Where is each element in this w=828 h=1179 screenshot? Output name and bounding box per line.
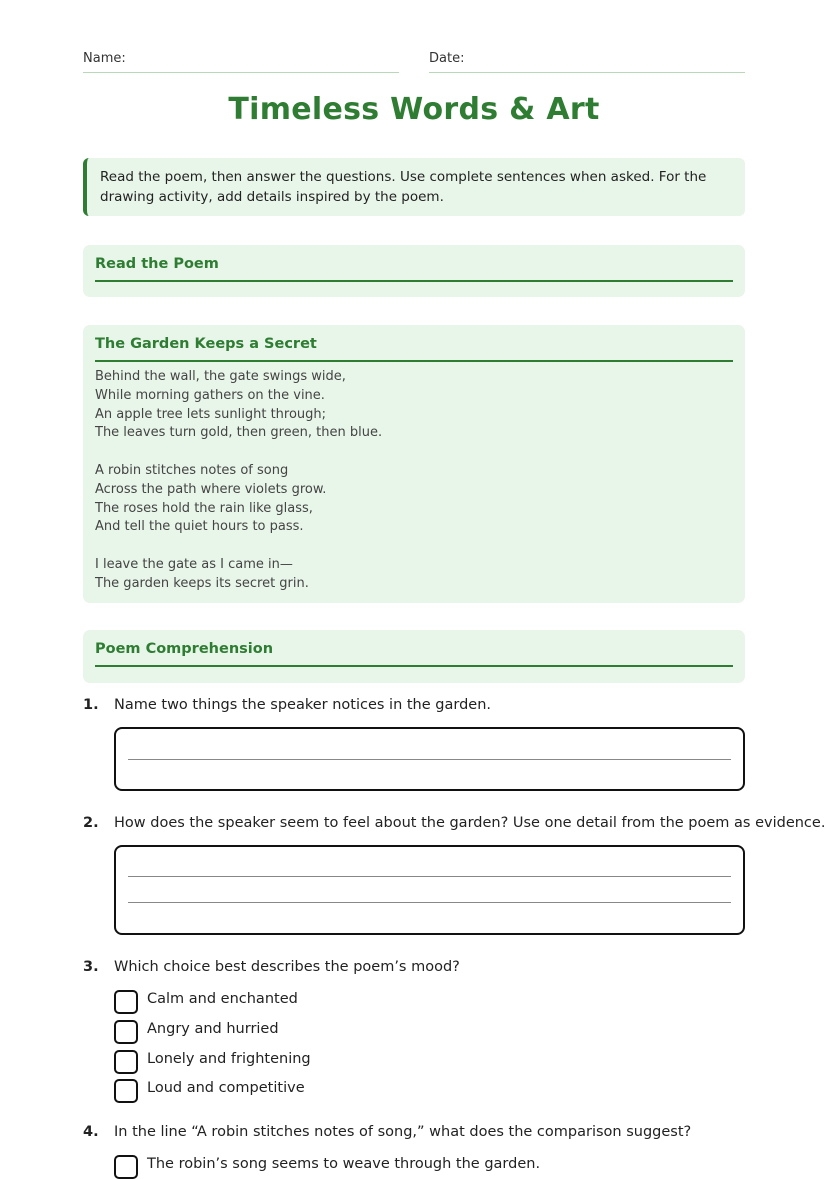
checkbox[interactable] xyxy=(114,990,138,1014)
answer-box-2[interactable] xyxy=(114,845,745,935)
poem-title: The Garden Keeps a Secret xyxy=(95,325,733,362)
worksheet-title: Timeless Words & Art xyxy=(228,92,600,127)
instructions-box: Read the poem, then answer the questions. Use complete sentences when asked. For the drawing activity, add details inspired by the poem. xyxy=(83,158,745,216)
read-poem-section xyxy=(83,245,745,297)
checkbox[interactable] xyxy=(114,1155,138,1179)
poem-stanza-3 xyxy=(95,556,733,594)
poem-line: And tell the quiet hours to pass. xyxy=(95,519,304,535)
choice-label: Lonely and frightening xyxy=(147,1051,311,1067)
date-label: Date: xyxy=(429,51,465,66)
choice-label: Loud and competitive xyxy=(147,1080,305,1096)
poem-line: The roses hold the rain like glass, xyxy=(95,500,313,516)
question-text: How does the speaker seem to feel about the garden? Use one detail from the poem as evidence. xyxy=(114,815,826,831)
date-field[interactable] xyxy=(429,51,745,73)
poem-text xyxy=(95,368,733,594)
poem-stanza-1 xyxy=(95,368,733,443)
checkbox[interactable] xyxy=(114,1050,138,1074)
poem-line: The leaves turn gold, then green, then blue. xyxy=(95,425,383,441)
choice-label: Angry and hurried xyxy=(147,1021,279,1037)
poem-line: Behind the wall, the gate swings wide, xyxy=(95,369,346,384)
poem-line: While morning gathers on the vine. xyxy=(95,387,325,403)
choice-label: The robin’s song seems to weave through the garden. xyxy=(147,1156,541,1172)
poem-line: Across the path where violets grow. xyxy=(95,481,327,497)
poem-line: I leave the gate as I came in— xyxy=(95,556,293,572)
question-text: Name two things the speaker notices in the garden. xyxy=(114,697,491,713)
section-heading-read: Read the Poem xyxy=(95,245,733,282)
poem-line: The garden keeps its secret grin. xyxy=(95,575,309,591)
checkbox[interactable] xyxy=(114,1020,138,1044)
question-number: 2. xyxy=(83,815,99,831)
comprehension-section xyxy=(83,630,745,683)
question-number: 1. xyxy=(83,697,99,713)
poem-stanza-2 xyxy=(95,462,733,537)
section-heading-comprehension: Poem Comprehension xyxy=(95,630,733,667)
name-field[interactable] xyxy=(83,51,399,73)
name-label: Name: xyxy=(83,51,126,66)
header-fields xyxy=(83,51,745,73)
question-number: 3. xyxy=(83,959,99,975)
answer-box-1[interactable] xyxy=(114,727,745,791)
poem-line: A robin stitches notes of song xyxy=(95,462,289,478)
answer-line xyxy=(128,759,731,760)
poem-line: An apple tree lets sunlight through; xyxy=(95,406,327,422)
checkbox[interactable] xyxy=(114,1079,138,1103)
question-number: 4. xyxy=(83,1124,99,1140)
question-text: Which choice best describes the poem’s mood? xyxy=(114,959,460,975)
question-text: In the line “A robin stitches notes of song,” what does the comparison suggest? xyxy=(114,1124,692,1140)
answer-line xyxy=(128,876,731,877)
answer-line xyxy=(128,902,731,903)
choice-label: Calm and enchanted xyxy=(147,991,298,1007)
poem-panel xyxy=(83,325,745,603)
